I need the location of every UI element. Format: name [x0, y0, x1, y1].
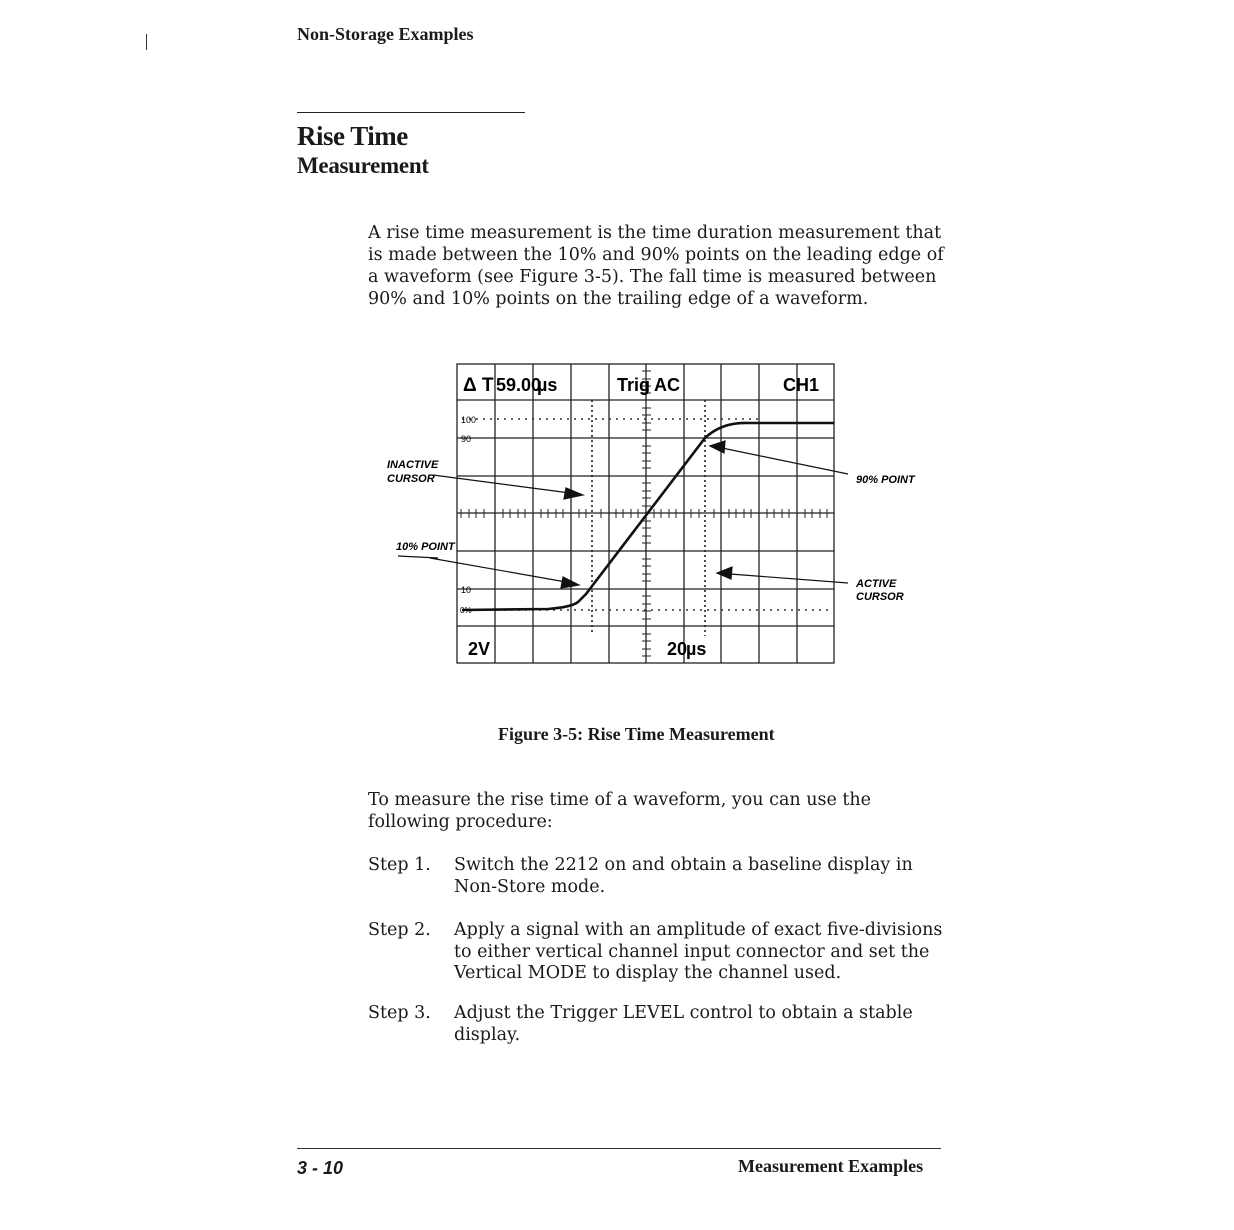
- scale-90: 90: [461, 434, 472, 444]
- time-div-value: 20: [667, 639, 688, 659]
- step-label: Step 3.: [368, 1003, 431, 1023]
- step-label: Step 2.: [368, 920, 431, 940]
- ninety-percent-label: 90% POINT: [856, 474, 915, 486]
- trig-mode: AC: [654, 375, 680, 395]
- footer-rule: [297, 1148, 941, 1149]
- procedure-step: [368, 855, 968, 898]
- inactive-cursor-label-1: INACTIVE: [387, 459, 439, 471]
- procedure-step: [368, 1003, 968, 1046]
- channel-label: CH1: [783, 375, 820, 395]
- page-number: 3 - 10: [297, 1158, 344, 1178]
- step-text: Apply a signal with an amplitude of exact five-divisions to either vertical channel input connector and set the Vertical MODE to display the channel used.: [454, 920, 943, 983]
- scale-0: 0%: [460, 606, 472, 615]
- delta-t-label: Δ T: [463, 375, 494, 396]
- scope-graticule: [457, 364, 834, 663]
- trig-label: Trig: [617, 375, 651, 395]
- procedure-step: [368, 920, 968, 985]
- scale-100: 100: [461, 415, 477, 425]
- running-header: Non-Storage Examples: [297, 24, 474, 44]
- time-div-unit: µs: [686, 639, 707, 659]
- figure-caption: Figure 3-5: Rise Time Measurement: [498, 724, 775, 744]
- section-title-line2: Measurement: [297, 153, 429, 178]
- inactive-cursor-label-2: CURSOR: [387, 473, 435, 485]
- delta-t-unit: µs: [537, 375, 558, 395]
- section-title-line1: Rise Time: [297, 121, 408, 151]
- running-footer: Measurement Examples: [738, 1156, 924, 1176]
- delta-t-value: 59.00: [496, 375, 542, 395]
- ten-percent-label: 10% POINT: [396, 541, 455, 553]
- step-label: Step 1.: [368, 855, 431, 875]
- intro-paragraph: A rise time measurement is the time duration measurement that is made between the 10% and 90% points on the leading edge of a waveform (see Figure 3-5). The fall time is measured between 90% and 10% points on the trailing edge of a waveform.: [368, 223, 944, 309]
- scale-10: 10: [461, 585, 472, 595]
- step-text: Switch the 2212 on and obtain a baseline display in Non-Store mode.: [454, 855, 913, 897]
- active-cursor-label-2: CURSOR: [856, 591, 904, 603]
- step-text: Adjust the Trigger LEVEL control to obtain a stable display.: [454, 1003, 913, 1045]
- procedure-intro: To measure the rise time of a waveform, you can use the following procedure:: [368, 790, 872, 832]
- volts-div-label: 2V: [468, 639, 491, 659]
- active-cursor-label-1: ACTIVE: [856, 578, 897, 590]
